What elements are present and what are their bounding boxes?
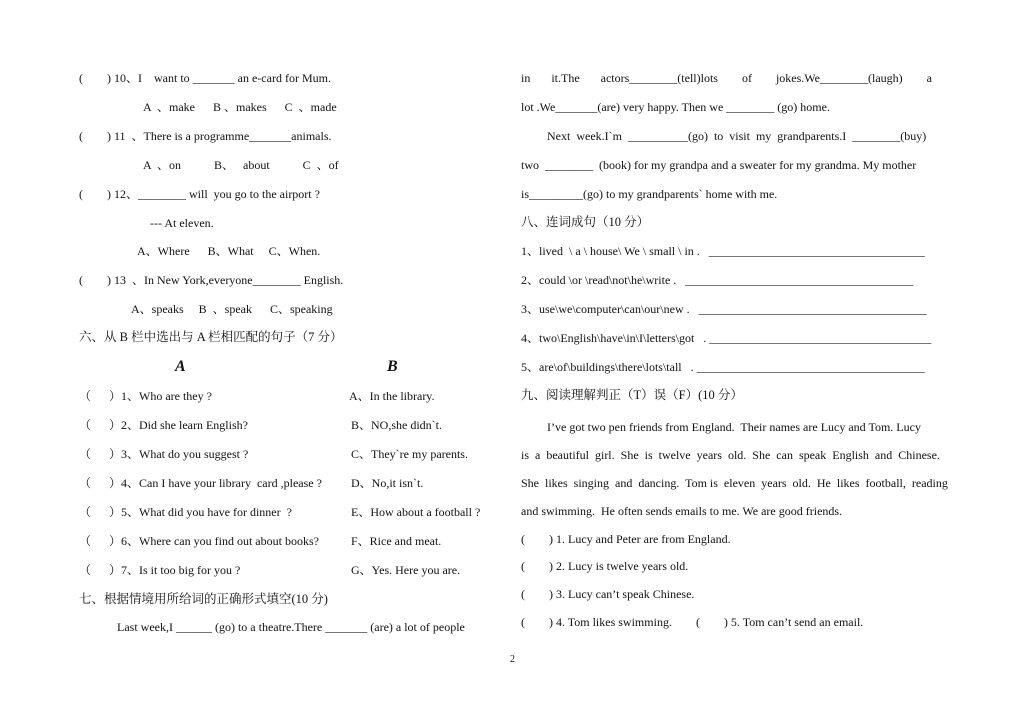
question-10: ( ) 10、I want to _______ an e-card for Mum.: [79, 71, 331, 85]
section-8-title: 八、连词成句（10 分）: [521, 215, 650, 229]
match-b-item: C、They`re my parents.: [351, 447, 468, 461]
section-7-line: Last week,I ______ (go) to a theatre.There _______ (are) a lot of people: [117, 620, 465, 634]
section-7-line: lot .We_______(are) very happy. Then we ________ (go) home.: [521, 100, 830, 114]
match-b-item: D、No,it isn`t.: [351, 476, 424, 490]
section-7-line: is_________(go) to my grandparents` home with me.: [521, 187, 778, 201]
true-false-item: ( ) 4. Tom likes swimming. ( ) 5. Tom can’t send an email.: [521, 615, 864, 629]
true-false-item: ( ) 3. Lucy can’t speak Chinese.: [521, 587, 695, 601]
reading-line: and swimming. He often sends emails to me. We are good friends.: [521, 504, 843, 518]
match-b-item: F、Rice and meat.: [351, 534, 442, 548]
section-9-title: 九、阅读理解判正（T）误（F）(10 分）: [521, 388, 743, 402]
page-number: 2: [510, 654, 515, 665]
section-7-line: two ________ (book) for my grandpa and a sweater for my grandma. My mother: [521, 158, 917, 172]
match-a-item: （ ）7、Is it too big for you ?: [79, 563, 241, 577]
section-7-line: Next week.I`m __________(go) to visit my grandparents.I ________(buy): [547, 129, 927, 143]
match-a-item: （ ）5、What did you have for dinner ?: [79, 505, 292, 519]
sentence-item: 2、could \or \read\not\he\write . ______________________________________: [521, 273, 914, 287]
column-b-heading: B: [387, 358, 398, 375]
question-13: ( ) 13 、In New York,everyone________ English.: [79, 273, 344, 287]
question-12-options: A、Where B、What C、When.: [137, 244, 321, 258]
sentence-item: 4、two\English\have\in\I\letters\got . _____________________________________: [521, 331, 932, 345]
reading-line: I’ve got two pen friends from England. Their names are Lucy and Tom. Lucy: [547, 420, 921, 434]
true-false-item: ( ) 2. Lucy is twelve years old.: [521, 559, 689, 573]
question-13-options: A、speaks B 、speak C、speaking: [131, 302, 333, 316]
question-12: ( ) 12、________ will you go to the airport ?: [79, 187, 320, 201]
question-12-reply: --- At eleven.: [150, 216, 214, 230]
match-a-item: （ ）2、Did she learn English?: [79, 418, 248, 432]
match-b-item: A、In the library.: [349, 389, 435, 403]
question-11: ( ) 11 、There is a programme_______animals.: [79, 129, 332, 143]
question-11-options: A 、on B、 about C 、of: [143, 158, 339, 172]
true-false-item: ( ) 1. Lucy and Peter are from England.: [521, 532, 731, 546]
match-a-item: （ ）1、Who are they ?: [79, 389, 212, 403]
reading-line: is a beautiful girl. She is twelve years old. She can speak English and Chinese.: [521, 448, 940, 462]
column-a-heading: A: [175, 358, 186, 375]
match-a-item: （ ）6、Where can you find out about books?: [79, 534, 319, 548]
sentence-item: 1、lived \ a \ house\ We \ small \ in . ____________________________________: [521, 244, 925, 258]
match-b-item: G、Yes. Here you are.: [351, 563, 461, 577]
match-a-item: （ ）4、Can I have your library card ,please ?: [79, 476, 322, 490]
match-a-item: （ ）3、What do you suggest ?: [79, 447, 249, 461]
question-10-options: A 、make B 、makes C 、made: [143, 100, 337, 114]
reading-line: She likes singing and dancing. Tom is eleven years old. He likes football, reading: [521, 476, 948, 490]
section-7-line: in it.The actors________(tell)lots of jokes.We________(laugh) a: [521, 71, 932, 85]
section-6-title: 六、从 B 栏中选出与 A 栏相匹配的句子（7 分）: [79, 330, 343, 344]
section-7-title: 七、根据情境用所给词的正确形式填空(10 分): [79, 592, 328, 606]
sentence-item: 3、use\we\computer\can\our\new . ______________________________________: [521, 302, 927, 316]
match-b-item: B、NO,she didn`t.: [351, 418, 442, 432]
match-b-item: E、How about a football ?: [351, 505, 481, 519]
sentence-item: 5、are\of\buildings\there\lots\tall . ______________________________________: [521, 360, 925, 374]
